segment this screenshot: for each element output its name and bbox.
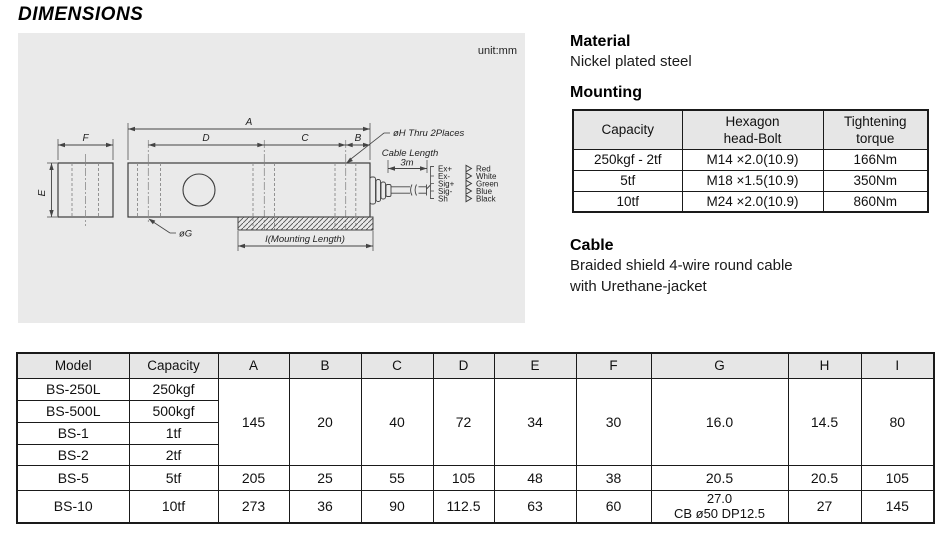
cell-torque: 166Nm — [823, 149, 928, 170]
cable-description-line1: Braided shield 4-wire round cable — [570, 257, 793, 274]
cell-shared-f: 30 — [576, 378, 651, 465]
wire-color-1: White — [476, 171, 497, 181]
wire-list — [438, 164, 498, 203]
dim-label-c: C — [301, 133, 309, 144]
dim-label-e: E — [37, 189, 48, 197]
dims-header-d: D — [433, 353, 494, 378]
hole-h-label: øH Thru 2Places — [393, 128, 465, 139]
mounting-header-capacity — [573, 110, 682, 149]
wire-arrow-icon — [466, 188, 472, 194]
cable-length-value: 3m — [400, 157, 414, 169]
cell-capacity: 500kgf — [129, 400, 218, 422]
dims-header-row — [17, 353, 934, 378]
mounting-header-bolt — [682, 110, 823, 149]
cell-shared-g: 16.0 — [651, 378, 788, 465]
wire-name-1: Ex- — [438, 171, 450, 181]
dims-header-model: Model — [17, 353, 129, 378]
wire-color-3: Blue — [476, 186, 493, 196]
dims-header-capacity: Capacity — [129, 353, 218, 378]
cell-i: 105 — [861, 465, 934, 490]
cell-bolt: M24 ×2.0(10.9) — [682, 191, 823, 212]
wire-name-3: Sig- — [438, 186, 453, 196]
cell-shared-c: 40 — [361, 378, 433, 465]
wire-arrow-icon — [466, 195, 472, 201]
cable-heading: Cable — [570, 237, 614, 254]
mounting-surface-hatch — [238, 217, 373, 230]
cell-e: 48 — [494, 465, 576, 490]
cell-h: 27 — [788, 490, 861, 523]
mounting-table — [572, 109, 929, 213]
technical-drawing-panel — [18, 33, 525, 323]
mounting-row — [573, 170, 928, 191]
cell-i: 145 — [861, 490, 934, 523]
header-line: Tightening — [843, 113, 907, 129]
dims-row-bs10 — [17, 490, 934, 523]
mounting-header-row — [573, 110, 928, 149]
cell-c: 90 — [361, 490, 433, 523]
load-cell-drawing — [18, 33, 525, 323]
cell-capacity: 10tf — [129, 490, 218, 523]
header-line: torque — [856, 130, 895, 146]
cable-description-line2: with Urethane-jacket — [570, 278, 707, 295]
cell-capacity: 250kgf — [129, 378, 218, 400]
dims-row-bs250l — [17, 378, 934, 400]
dims-header-i: I — [861, 353, 934, 378]
dims-header-e: E — [494, 353, 576, 378]
cell-bolt: M18 ×1.5(10.9) — [682, 170, 823, 191]
wire-name-2: Sig+ — [438, 179, 455, 189]
cell-torque: 860Nm — [823, 191, 928, 212]
dims-row-bs5 — [17, 465, 934, 490]
dims-header-c: C — [361, 353, 433, 378]
cell-bolt: M14 ×2.0(10.9) — [682, 149, 823, 170]
cell-b: 25 — [289, 465, 361, 490]
mounting-heading: Mounting — [570, 84, 642, 101]
header-line: Hexagon — [725, 113, 780, 129]
material-value: Nickel plated steel — [570, 53, 692, 70]
cell-capacity: 10tf — [573, 191, 682, 212]
cell-torque: 350Nm — [823, 170, 928, 191]
dimensions-table — [16, 352, 935, 524]
wire-arrow-icon — [466, 180, 472, 186]
wire-color-2: Green — [476, 179, 499, 189]
cell-capacity: 5tf — [129, 465, 218, 490]
center-hole — [183, 174, 215, 206]
cable — [391, 185, 431, 196]
page-title: DIMENSIONS — [18, 4, 144, 25]
cell-capacity: 2tf — [129, 444, 218, 465]
cell-e: 63 — [494, 490, 576, 523]
cable-length-label: Cable Length — [381, 148, 439, 159]
material-heading: Material — [570, 33, 631, 50]
cell-f: 60 — [576, 490, 651, 523]
wire-arrow-icon — [466, 173, 472, 179]
hole-g-label: øG — [179, 228, 193, 240]
cell-shared-h: 14.5 — [788, 378, 861, 465]
cell-shared-d: 72 — [433, 378, 494, 465]
cell-f: 38 — [576, 465, 651, 490]
cell-capacity: 5tf — [573, 170, 682, 191]
cell-model: BS-1 — [17, 422, 129, 444]
wire-name-0: Ex+ — [438, 164, 453, 174]
wire-bracket — [431, 167, 435, 199]
dims-header-a: A — [218, 353, 289, 378]
dims-header-f: F — [576, 353, 651, 378]
wire-color-0: Red — [476, 164, 491, 174]
cell-model: BS-500L — [17, 400, 129, 422]
cell-g — [651, 490, 788, 523]
wire-name-4: Sh — [438, 194, 448, 204]
cell-d: 105 — [433, 465, 494, 490]
cell-shared-i: 80 — [861, 378, 934, 465]
dim-label-f: F — [82, 133, 89, 144]
cell-h: 20.5 — [788, 465, 861, 490]
dims-header-b: B — [289, 353, 361, 378]
unit-label: unit:mm — [477, 45, 517, 57]
cell-model: BS-5 — [17, 465, 129, 490]
cell-model: BS-10 — [17, 490, 129, 523]
main-view-body — [128, 163, 370, 217]
dims-header-h: H — [788, 353, 861, 378]
cell-shared-a: 145 — [218, 378, 289, 465]
cell-a: 205 — [218, 465, 289, 490]
mounting-header-torque — [823, 110, 928, 149]
wire-color-4: Black — [476, 194, 496, 204]
mounting-row — [573, 191, 928, 212]
cable-gland — [370, 177, 391, 204]
cell-g-line2: CB ø50 DP12.5 — [673, 506, 766, 522]
cell-c: 55 — [361, 465, 433, 490]
dim-label-b: B — [354, 133, 362, 144]
dim-label-a: A — [245, 117, 253, 128]
cell-model: BS-2 — [17, 444, 129, 465]
mounting-row — [573, 149, 928, 170]
header-line: Capacity — [601, 122, 655, 138]
dims-header-g: G — [651, 353, 788, 378]
header-line: head-Bolt — [723, 130, 782, 146]
cell-b: 36 — [289, 490, 361, 523]
wire-arrow-icon — [466, 165, 472, 171]
cell-shared-e: 34 — [494, 378, 576, 465]
mounting-length-label: I(Mounting Length) — [265, 234, 345, 245]
cell-model: BS-250L — [17, 378, 129, 400]
cell-shared-b: 20 — [289, 378, 361, 465]
cell-g-line1: 27.0 — [706, 491, 733, 507]
cell-capacity: 1tf — [129, 422, 218, 444]
cell-capacity: 250kgf - 2tf — [573, 149, 682, 170]
cell-g: 20.5 — [651, 465, 788, 490]
dim-label-d: D — [202, 133, 210, 144]
cell-d: 112.5 — [433, 490, 494, 523]
cell-a: 273 — [218, 490, 289, 523]
